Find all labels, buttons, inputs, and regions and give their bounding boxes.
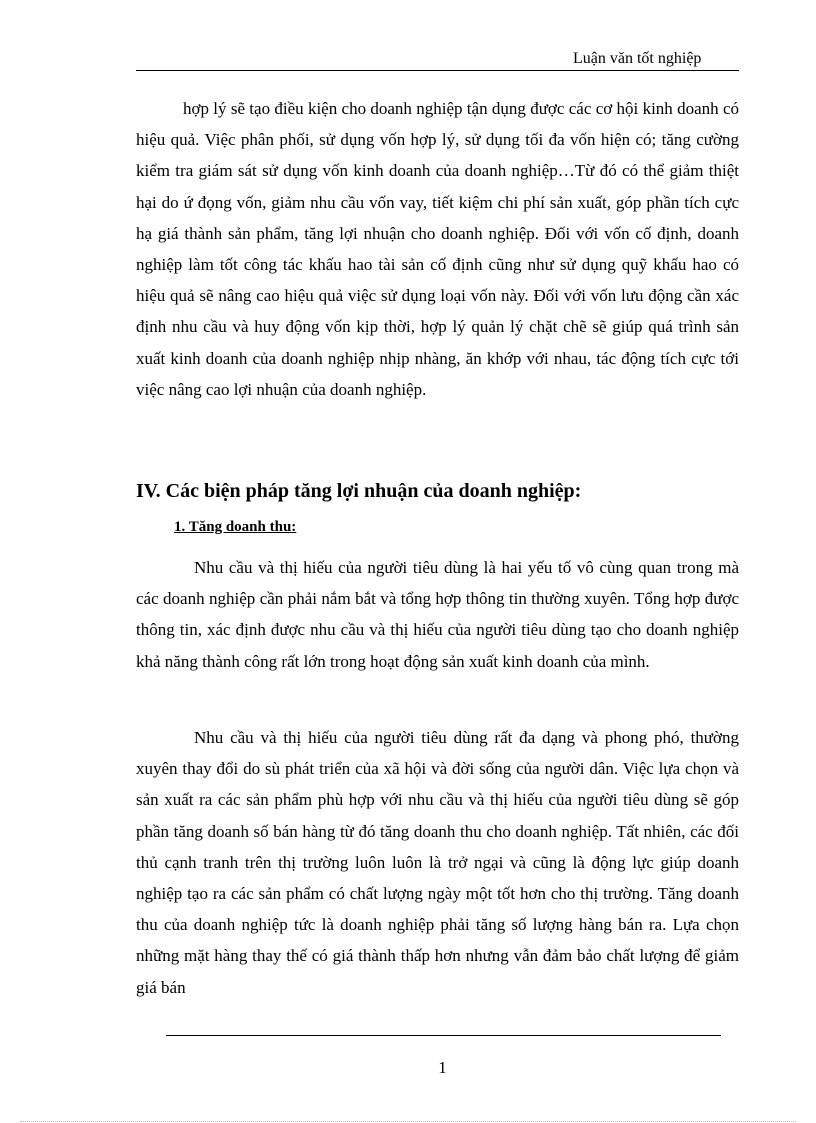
subsection-heading: 1. Tăng doanh thu: [174,519,297,535]
page-header-title: Luận văn tốt nghiệp [573,50,702,67]
page-number: 1 [438,1058,447,1077]
header-rule [136,70,739,71]
paragraph-1: hợp lý sẽ tạo điều kiện cho doanh nghiệp tận dụng được các cơ hội kinh doanh có hiệu quả. Việc phân phối, sử dụng vốn hợp lý, sử dụng tối đa vốn hiện có; tăng cường kiểm tra giám sát sử dụng vốn kinh doanh của doanh nghiệp…Từ đó có thể giảm thiệt hại do ứ đọng vốn, giảm nhu cầu vốn vay, tiết kiệm chi phí sản xuất, góp phần tích cực hạ giá thành sản phẩm, tăng lợi nhuận cho doanh nghiệp. Đối với vốn cố định, doanh nghiệp làm tốt công tác khấu hao tài sản cố định cũng như sử dụng quỹ khấu hao có hiệu quả sẽ nâng cao hiệu quả việc sử dụng loại vốn này. Đối với vốn lưu động cần xác định nhu cầu và huy động vốn kịp thời, hợp lý quản lý chặt chẽ sẽ giúp quá trình sản xuất kinh doanh của doanh nghiệp nhịp nhàng, ăn khớp với nhau, tác động tích cực tới việc nâng cao lợi nhuận của doanh nghiệp. [136,99,739,399]
page-edge-divider [20,1121,796,1122]
footer-rule [166,1035,721,1036]
section-heading: IV. Các biện pháp tăng lợi nhuận của doanh nghiệp: [136,480,582,502]
paragraph-3: Nhu cầu và thị hiếu của người tiêu dùng rất đa dạng và phong phó, thường xuyên thay đổi do sù phát triển của xã hội và đời sống của người dân. Việc lựa chọn và sản xuất ra các sản phẩm phù hợp với nhu cầu và thị hiếu của người tiêu dùng sẽ góp phần tăng doanh số bán hàng từ đó tăng doanh thu cho doanh nghiệp. Tất nhiên, các đối thủ cạnh tranh trên thị trường luôn luôn là trở ngại và cũng là động lực giúp doanh nghiệp tạo ra các sản phẩm có chất lượng ngày một tốt hơn cho thị trường. Tăng doanh thu của doanh nghiệp tức là doanh nghiệp phải tăng số lượng hàng bán ra. Lựa chọn những mặt hàng thay thế có giá thành thấp hơn nhưng vẫn đảm bảo chất lượng để giảm giá bán [136,728,739,997]
paragraph-2: Nhu cầu và thị hiếu của người tiêu dùng là hai yếu tố vô cùng quan trong mà các doanh nghiệp cần phải nắm bắt và tổng hợp thông tin thường xuyên. Tổng hợp được thông tin, xác định được nhu cầu và thị hiếu của người tiêu dùng tạo cho doanh nghiệp khả năng thành công rất lớn trong hoạt động sản xuất kinh doanh của mình. [136,558,739,671]
